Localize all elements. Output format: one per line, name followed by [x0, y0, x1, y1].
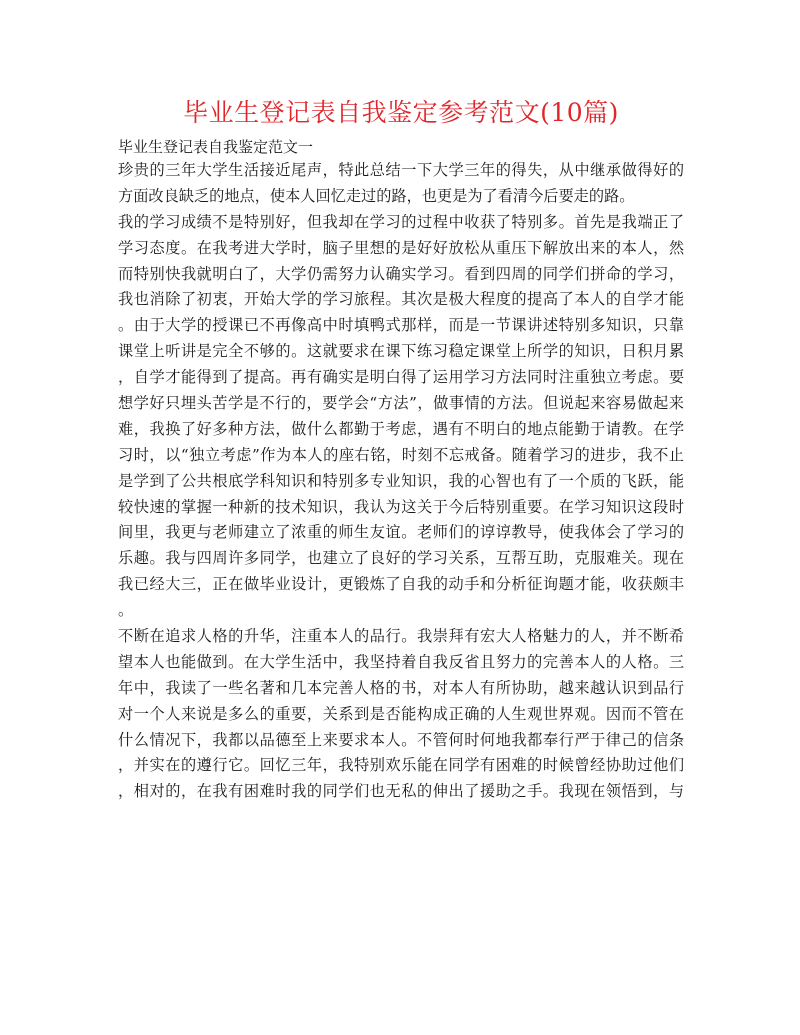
paragraph-line: 乐趣。我与四周许多同学，也建立了良好的学习关系，互帮互助，克服难关。现在 [118, 549, 684, 568]
paragraph-line: 什么情况下，我都以品德至上来要求本人。不管何时何地我都奉行严于律己的信条 [118, 730, 684, 749]
paragraph-line: 想学好只埋头苦学是不行的，要学会“方法”，做事情的方法。但说起来容易做起来 [118, 394, 684, 413]
paragraph-line: 间里，我更与老师建立了浓重的师生友谊。老师们的谆谆教导，使我体会了学习的 [118, 523, 684, 542]
paragraph-line: 。由于大学的授课已不再像高中时填鸭式那样，而是一节课讲述特别多知识，只靠 [118, 316, 684, 335]
paragraph-1 [118, 158, 684, 210]
paragraph-line: 望本人也能做到。在大学生活中，我坚持着自我反省且努力的完善本人的人格。三 [118, 652, 684, 671]
paragraph-line: 是学到了公共根底学科知识和特别多专业知识，我的心智也有了一个质的飞跃，能 [118, 471, 684, 490]
paragraph-line: ，相对的，在我有困难时我的同学们也无私的伸出了援助之手。我现在领悟到，与 [118, 782, 684, 801]
paragraph-line: 不断在追求人格的升华，注重本人的品行。我崇拜有宏大人格魅力的人，并不断希 [118, 627, 684, 646]
paragraph-line: 我也消除了初衷，开始大学的学习旅程。其次是极大程度的提高了本人的自学才能 [118, 290, 684, 309]
paragraph-line: 我的学习成绩不是特别好，但我却在学习的过程中收获了特别多。首先是我端正了 [118, 212, 684, 231]
document-page [118, 96, 684, 805]
paragraph-line: 学习态度。在我考进大学时，脑子里想的是好好放松从重压下解放出来的本人，然 [118, 238, 684, 257]
paragraph-line: 课堂上听讲是完全不够的。这就要求在课下练习稳定课堂上所学的知识，日积月累 [118, 342, 684, 361]
paragraph-2 [118, 210, 684, 624]
section-heading: 毕业生登记表自我鉴定范文一 [118, 138, 314, 156]
paragraph-line: 珍贵的三年大学生活接近尾声，特此总结一下大学三年的得失，从中继承做得好的 [118, 161, 684, 179]
paragraph-line: 而特别快我就明白了，大学仍需努力认确实学习。看到四周的同学们拼命的学习， [118, 264, 684, 283]
paragraph-line: 难，我换了好多种方法，做什么都勤于考虑，遇有不明白的地点能勤于请教。在学 [118, 419, 684, 438]
paragraph-3 [118, 624, 684, 805]
paragraph-line: ，自学才能得到了提高。再有确实是明白得了运用学习方法同时注重独立考虑。要 [118, 368, 684, 387]
paragraph-line: 。 [118, 601, 134, 620]
paragraph-line: 年中，我读了一些名著和几本完善人格的书，对本人有所协助，越来越认识到品行 [118, 678, 684, 697]
paragraph-line: 较快速的掌握一种新的技术知识，我认为这关于今后特别重要。在学习知识这段时 [118, 497, 684, 516]
paragraph-line: 习时，以“独立考虑”作为本人的座右铭，时刻不忘戒备。随着学习的进步，我不止 [118, 445, 684, 464]
paragraph-line: 方面改良缺乏的地点，使本人回忆走过的路，也更是为了看清今后要走的路。 [118, 186, 635, 205]
paragraph-line: ，并实在的遵行它。回忆三年，我特别欢乐能在同学有困难的时候曾经协助过他们 [118, 756, 684, 775]
document-title: 毕业生登记表自我鉴定参考范文(10篇) [183, 98, 619, 127]
paragraph-line: 我已经大三，正在做毕业设计，更锻炼了自我的动手和分析征询题才能，收获颇丰 [118, 575, 684, 594]
paragraph-line: 对一个人来说是多么的重要，关系到是否能构成正确的人生观世界观。因而不管在 [118, 704, 684, 723]
